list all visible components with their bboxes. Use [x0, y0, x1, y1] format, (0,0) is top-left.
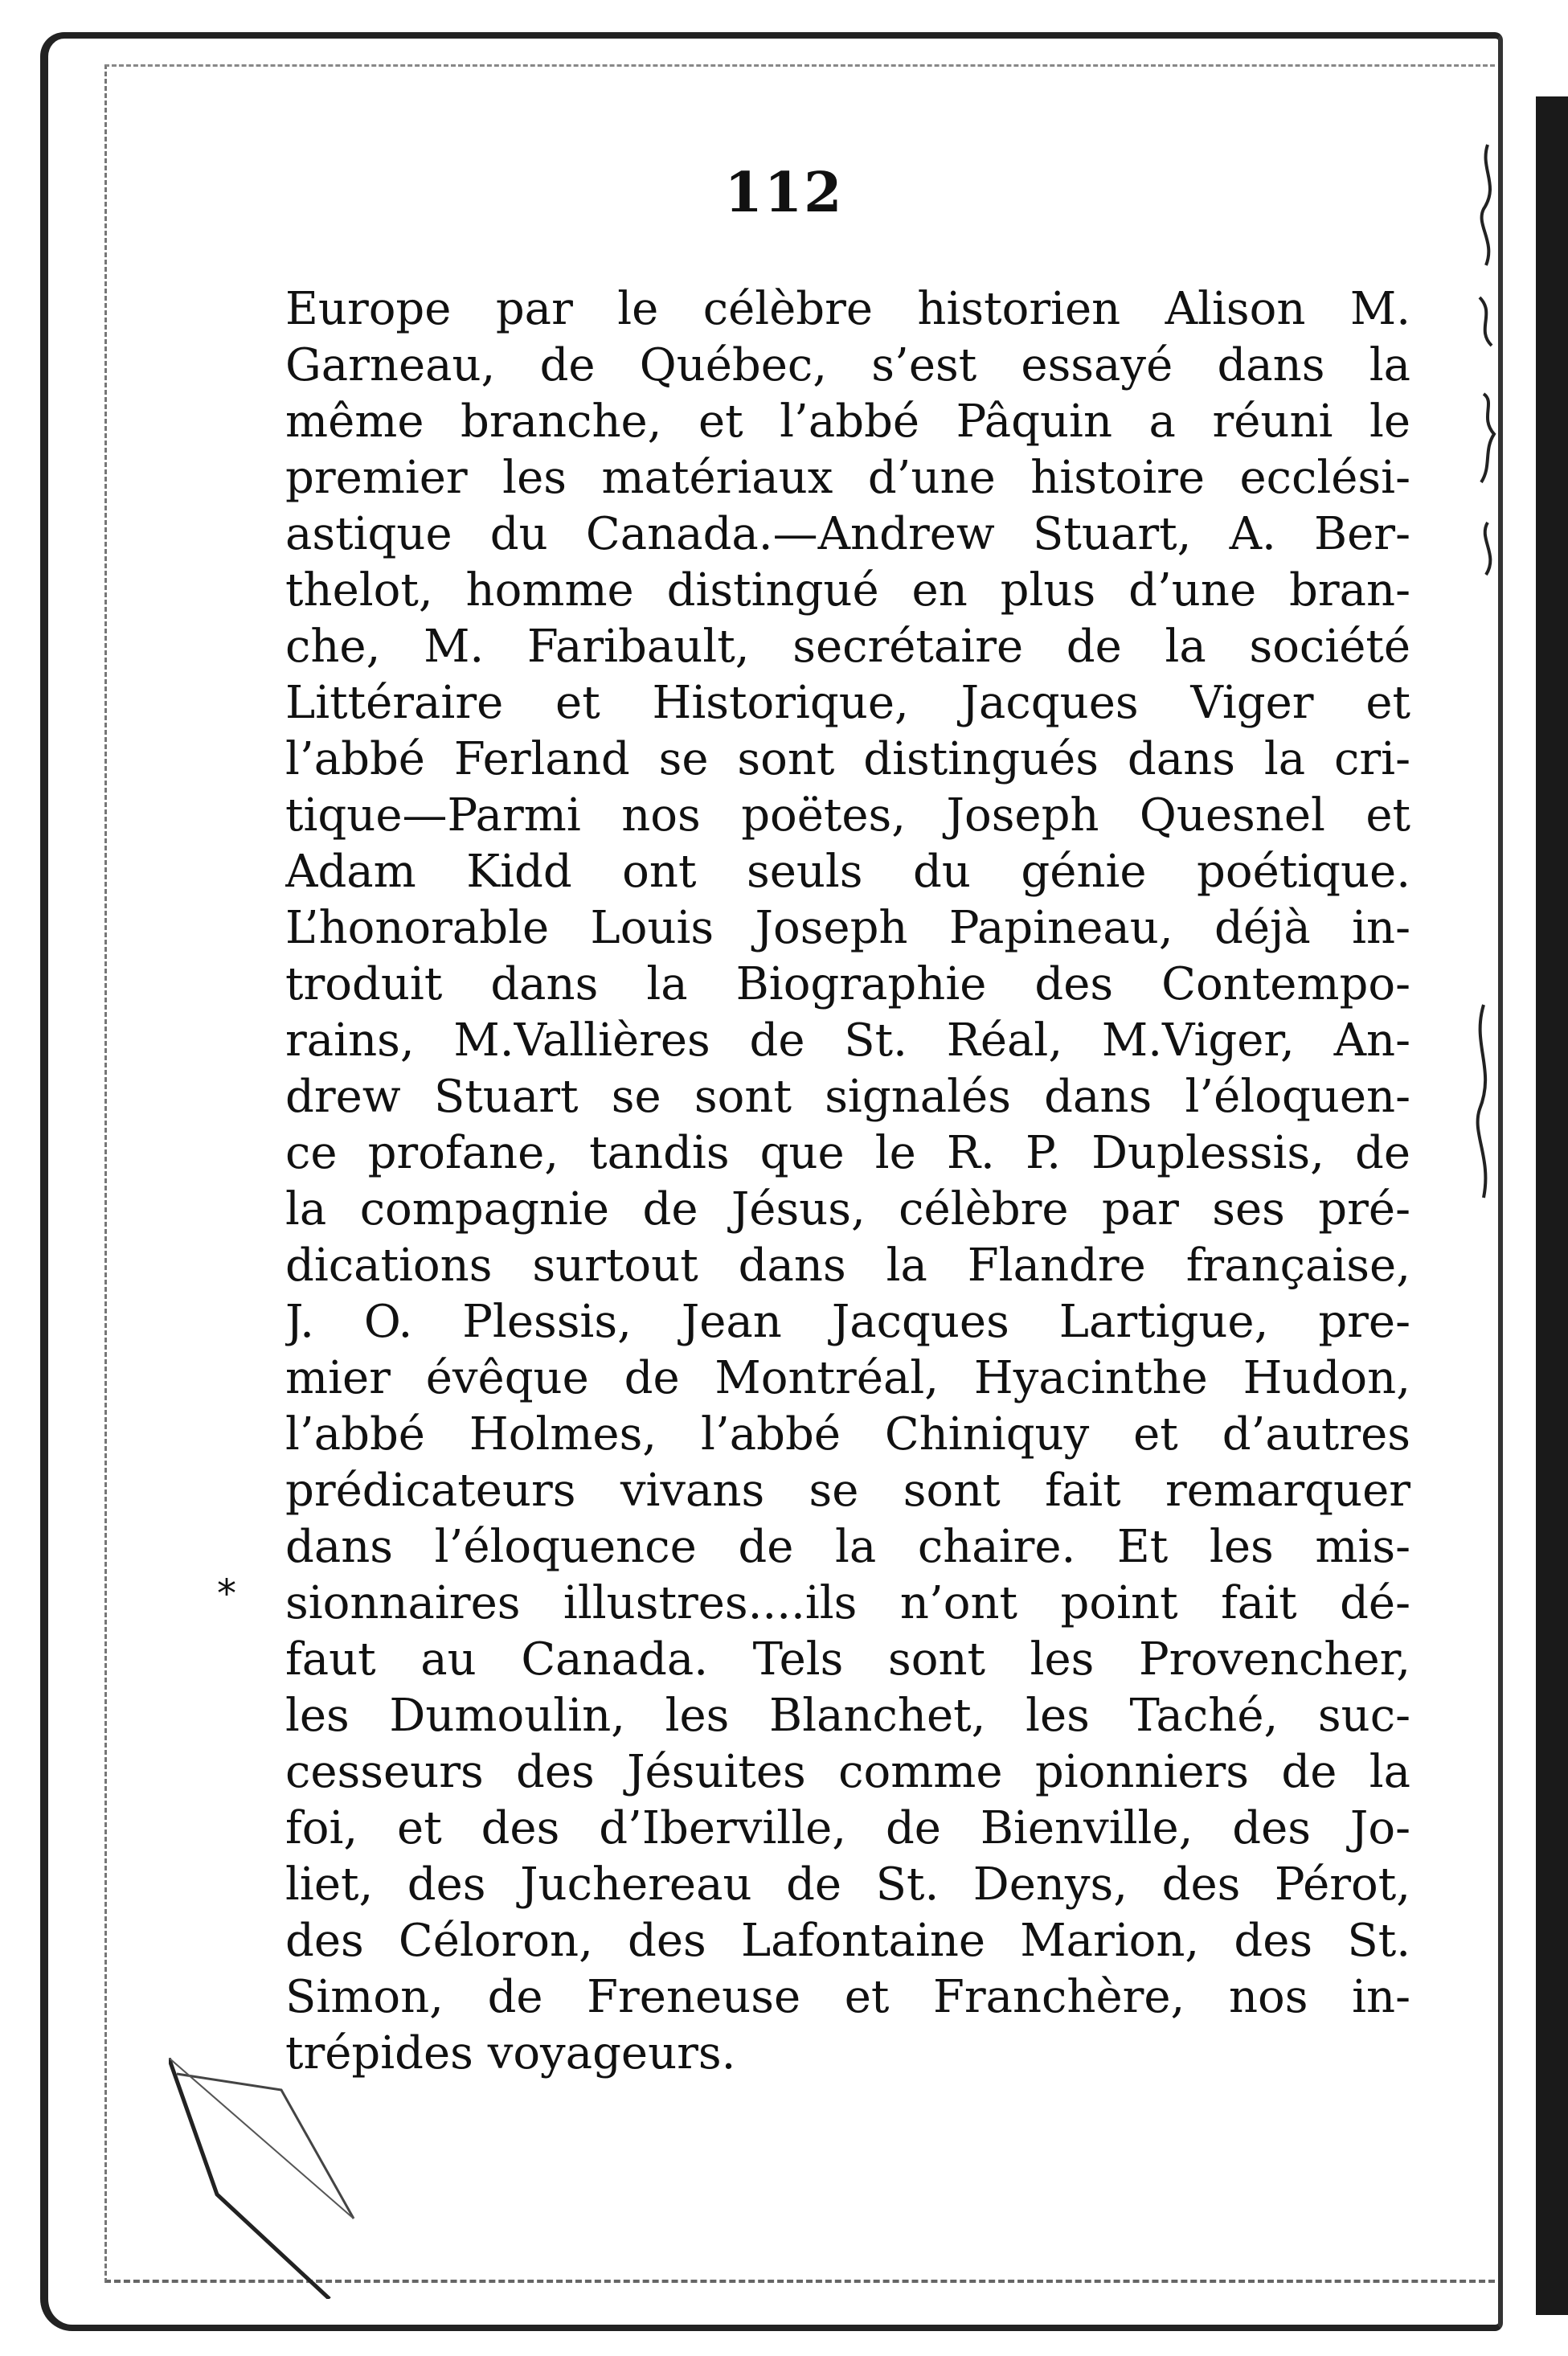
- text-line: che, M. Faribault, secrétaire de la société: [285, 621, 1410, 673]
- text-line: troduit dans la Biographie des Contempo-: [285, 958, 1410, 1010]
- text-line: drew Stuart se sont signalés dans l’éloquen-: [285, 1071, 1410, 1123]
- text-line: dans l’éloquence de la chaire. Et les mis-: [285, 1521, 1410, 1573]
- text-line: l’abbé Holmes, l’abbé Chiniquy et d’autres: [285, 1408, 1410, 1461]
- text-line: même branche, et l’abbé Pâquin a réuni le: [285, 395, 1410, 448]
- text-line: liet, des Juchereau de St. Denys, des Pérot,: [285, 1858, 1410, 1911]
- text-line: prédicateurs vivans se sont fait remarquer: [285, 1465, 1410, 1517]
- text-line: astique du Canada.—Andrew Stuart, A. Ber-: [285, 508, 1410, 560]
- text-line: cesseurs des Jésuites comme pionniers de la: [285, 1746, 1410, 1798]
- text-line: L’honorable Louis Joseph Papineau, déjà in-: [285, 902, 1410, 954]
- text-line: mier évêque de Montréal, Hyacinthe Hudon,: [285, 1352, 1410, 1404]
- text-line: des Céloron, des Lafontaine Marion, des St.: [285, 1915, 1410, 1967]
- page-number: 112: [724, 161, 844, 225]
- margin-asterisk: *: [217, 1571, 236, 1616]
- text-line: premier les matériaux d’une histoire ecclési-: [285, 452, 1410, 504]
- text-line: Europe par le célèbre historien Alison M.: [285, 283, 1410, 335]
- text-line: foi, et des d’Iberville, de Bienville, des Jo-: [285, 1802, 1410, 1854]
- body-text: [285, 281, 1410, 2082]
- text-line: Adam Kidd ont seuls du génie poétique.: [285, 846, 1410, 898]
- text-line: ce profane, tandis que le R. P. Duplessis, de: [285, 1127, 1410, 1179]
- text-line: faut au Canada. Tels sont les Provencher,: [285, 1633, 1410, 1686]
- text-line: thelot, homme distingué en plus d’une bran-: [285, 564, 1410, 617]
- text-line: dications surtout dans la Flandre française,: [285, 1239, 1410, 1292]
- handwritten-margin-mark: [1460, 997, 1508, 1238]
- text-line-last: trépides voyageurs.: [285, 2027, 736, 2079]
- text-line: l’abbé Ferland se sont distingués dans la cri-: [285, 733, 1410, 785]
- text-line: Garneau, de Québec, s’est essayé dans la: [285, 339, 1410, 391]
- text-line: la compagnie de Jésus, célèbre par ses pré-: [285, 1183, 1410, 1235]
- folded-corner: [169, 2058, 506, 2299]
- text-line: J. O. Plessis, Jean Jacques Lartigue, pre-: [285, 1296, 1410, 1348]
- text-line: rains, M.Vallières de St. Réal, M.Viger, An-: [285, 1014, 1410, 1067]
- text-line: tique—Parmi nos poëtes, Joseph Quesnel et: [285, 789, 1410, 842]
- text-line: sionnaires illustres....ils n’ont point fait dé-: [285, 1577, 1410, 1629]
- text-line: Littéraire et Historique, Jacques Viger et: [285, 677, 1410, 729]
- book-binding: [1536, 96, 1568, 2315]
- text-line: les Dumoulin, les Blanchet, les Taché, suc-: [285, 1690, 1410, 1742]
- text-line: Simon, de Freneuse et Franchère, nos in-: [285, 1971, 1410, 2023]
